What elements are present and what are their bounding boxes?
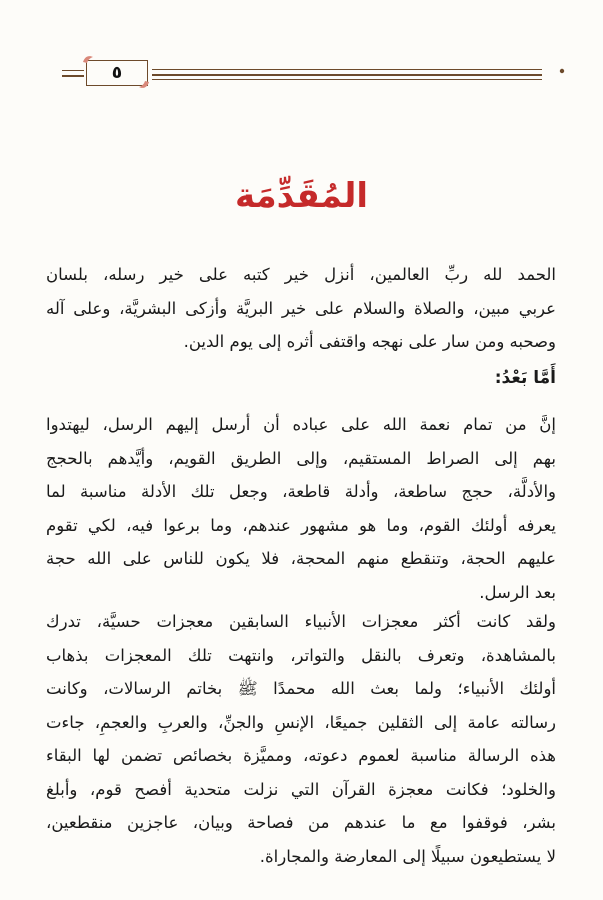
text-line: أولئك الأنبياء؛ ولما بعث الله محمدًا ﷺ بخاتم الرسالات، وكانت <box>46 679 556 698</box>
text-line: هذه الرسالة مناسبة لعموم دعوته، ومميَّزة بخصائص تضمن لها البقاء <box>46 746 556 765</box>
header-rule-left <box>62 70 84 71</box>
paragraph-messengers <box>46 408 556 609</box>
header-rule-top <box>152 69 542 70</box>
section-subheading: أَمَّا بَعْدُ: <box>494 368 556 388</box>
text-line: عربي مبين، والصلاة والسلام على خير البريَّة وأزكى البشريَّة، وعلى آله <box>46 298 556 318</box>
text-line: ولقد كانت أكثر معجزات الأنبياء السابقين معجزات حسيَّة، تدرك <box>46 612 556 631</box>
intro-paragraph <box>46 258 556 359</box>
header-rule-left-thick <box>62 75 84 77</box>
text-line: إنَّ من تمام نعمة الله على عباده أن أرسل إليهم الرسل، ليهتدوا <box>46 415 556 434</box>
text-line: بالمشاهدة، وتعرف بالنقل والتواتر، وانتهت تلك المعجزات بذهاب <box>46 645 556 665</box>
floral-ornament-icon <box>138 80 150 90</box>
text-line: والأدلَّة، حجج ساطعة، وأدلة قاطعة، وجعل تلك الأدلة مناسبة لما <box>46 482 556 501</box>
header-rule-middle <box>152 74 542 76</box>
chapter-title: المُقَدِّمَة <box>235 176 368 216</box>
text-line: بهم إلى الصراط المستقيم، وإلى الطريق القويم، وأيَّدهم بالحجج <box>46 448 556 468</box>
text-line: لا يستطيعون سبيلًا إلى المعارضة والمجاراة. <box>259 846 556 866</box>
text-line: وصحبه ومن سار على نهجه واقتفى أثره إلى يوم الدين. <box>183 332 556 351</box>
text-line: بعد الرسل. <box>479 582 556 602</box>
text-line: عليهم الحجة، وتنقطع منهم المحجة، فلا يكون للناس على الله حجة <box>46 549 556 568</box>
text-line: بشر، فوقفوا مع ما عندهم من فصاحة وبيان، عاجزين منقطعين، <box>46 813 556 832</box>
header-rule-bottom <box>152 79 542 80</box>
page-header <box>62 56 568 90</box>
page-number: ٥ <box>111 63 123 83</box>
paragraph-miracles <box>46 605 556 873</box>
text-line: رسالته عامة إلى الثقلين جميعًا، الإنسِ والجنِّ، والعربِ والعجمِ، جاءت <box>46 712 556 732</box>
text-line: يعرفه أولئك القوم، وما هو مشهور عندهم، وما برعوا فيه، لكي تقوم <box>46 515 556 535</box>
rule-end-ornament-icon <box>556 66 568 76</box>
floral-ornament-icon <box>82 54 94 64</box>
text-line: الحمد لله ربِّ العالمين، أنزل خير كتبه على خير رسله، بلسان <box>46 265 556 284</box>
text-line: والخلود؛ فكانت معجزة القرآن التي نزلت متحدية أفصح قوم، وأبلغ <box>46 779 556 799</box>
